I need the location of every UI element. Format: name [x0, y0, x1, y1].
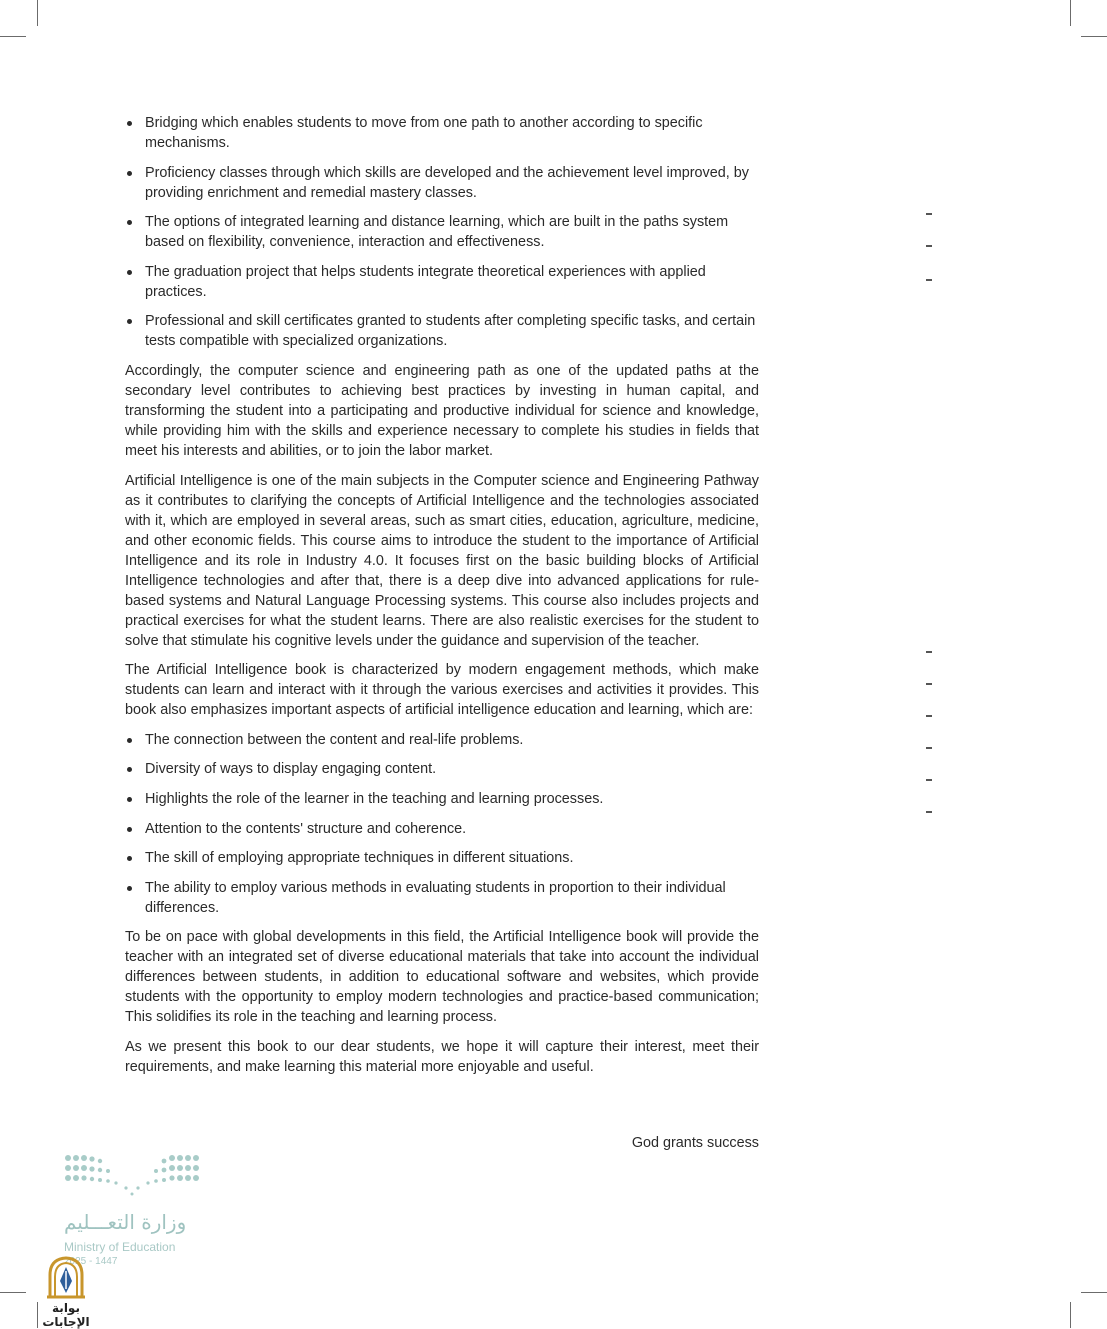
bleed-dash	[926, 811, 932, 813]
arch-pen-icon	[44, 1255, 88, 1299]
document-body	[125, 113, 759, 1087]
bleed-dash	[926, 279, 932, 281]
paragraph: Artificial Intelligence is one of the main subjects in the Computer science and Engineering Pathway as it contributes to clarifying the concepts of Artificial Intelligence and the technologies associated with it, which are employed in several areas, such as smart cities, education, agriculture, medicine, and other economic fields. This course aims to introduce the student to the importance of Artificial Intelligence and its role in Industry 4.0. It focuses first on the basic building blocks of Artificial Intelligence technologies and after that, there is a deep dive into advanced applications for rule-based systems and Natural Language Processing systems. This course also includes projects and practical exercises for what the student learns. There are also realistic exercises for the student to solve that stimulate his cognitive levels under the guidance and supervision of the teacher.	[125, 472, 759, 649]
bleed-dash	[926, 683, 932, 685]
list-item: The ability to employ various methods in evaluating students in proportion to their individual differences.	[125, 878, 759, 918]
list-item: Attention to the contents' structure and coherence.	[125, 819, 759, 839]
list-item: The skill of employing appropriate techniques in different situations.	[125, 848, 759, 868]
list-item: Proficiency classes through which skills are developed and the achievement level improved, by providing enrichment and remedial mastery classes.	[125, 163, 759, 203]
list-item: Diversity of ways to display engaging content.	[125, 759, 759, 779]
list-item: The options of integrated learning and distance learning, which are built in the paths system based on flexibility, convenience, interaction and effectiveness.	[125, 212, 759, 252]
bleed-dash	[926, 651, 932, 653]
crop-mark-top-left-h	[0, 36, 26, 37]
crop-mark-bottom-left-h	[0, 1292, 26, 1293]
bleed-dash	[926, 779, 932, 781]
paragraph: The Artificial Intelligence book is characterized by modern engagement methods, which make students can learn and interact with it through the various exercises and activities it provides. This book also emphasizes important aspects of artificial intelligence education and learning, which are:	[125, 662, 759, 719]
answers-portal-logo	[30, 1255, 102, 1329]
bleed-dash	[926, 213, 932, 215]
closing-line: God grants success	[631, 1135, 759, 1151]
bleed-dash	[926, 747, 932, 749]
list-item: Professional and skill certificates granted to students after completing specific tasks, and certain tests compatible with specialized organizations.	[125, 311, 759, 351]
crop-mark-bottom-right-v	[1070, 1302, 1071, 1328]
ministry-name-english: Ministry of Education	[64, 1240, 176, 1254]
crop-mark-bottom-right-h	[1081, 1292, 1107, 1293]
crop-mark-top-right-h	[1081, 36, 1107, 37]
paragraph: To be on pace with global developments in this field, the Artificial Intelligence book will provide the teacher with an integrated set of diverse educational materials that take into account the individual differences between students, in addition to educational software and websites, which provide students with the opportunity to employ modern technologies and practice-based communication; This solidifies its role in the teaching and learning process.	[125, 929, 759, 1026]
crop-mark-top-right-v	[1070, 0, 1071, 26]
ministry-name-arabic: وزارة التعـــليم	[64, 1210, 187, 1234]
aspects-list	[125, 730, 759, 918]
bleed-dash	[926, 715, 932, 717]
features-list	[125, 113, 759, 351]
answers-portal-text: بوابة الإجابات	[42, 1301, 90, 1329]
ministry-years: 2025 - 1447	[64, 1256, 118, 1267]
ministry-dots-icon	[62, 1150, 202, 1200]
list-item: Bridging which enables students to move from one path to another according to specific mechanisms.	[125, 113, 759, 153]
bleed-dash	[926, 245, 932, 247]
paragraph: As we present this book to our dear students, we hope it will capture their interest, meet their requirements, and make learning this material more enjoyable and useful.	[125, 1038, 759, 1075]
crop-mark-top-left-v	[37, 0, 38, 26]
list-item: The graduation project that helps students integrate theoretical experiences with applied practices.	[125, 262, 759, 302]
list-item: The connection between the content and real-life problems.	[125, 730, 759, 750]
list-item: Highlights the role of the learner in the teaching and learning processes.	[125, 789, 759, 809]
paragraph: Accordingly, the computer science and engineering path as one of the updated paths at the secondary level contributes to achieving best practices by investing in human capital, and transforming the student into a participating and productive individual for science and knowledge, while providing him with the skills and experience necessary to complete his studies in fields that meet his interests and abilities, or to join the labor market.	[125, 362, 759, 459]
